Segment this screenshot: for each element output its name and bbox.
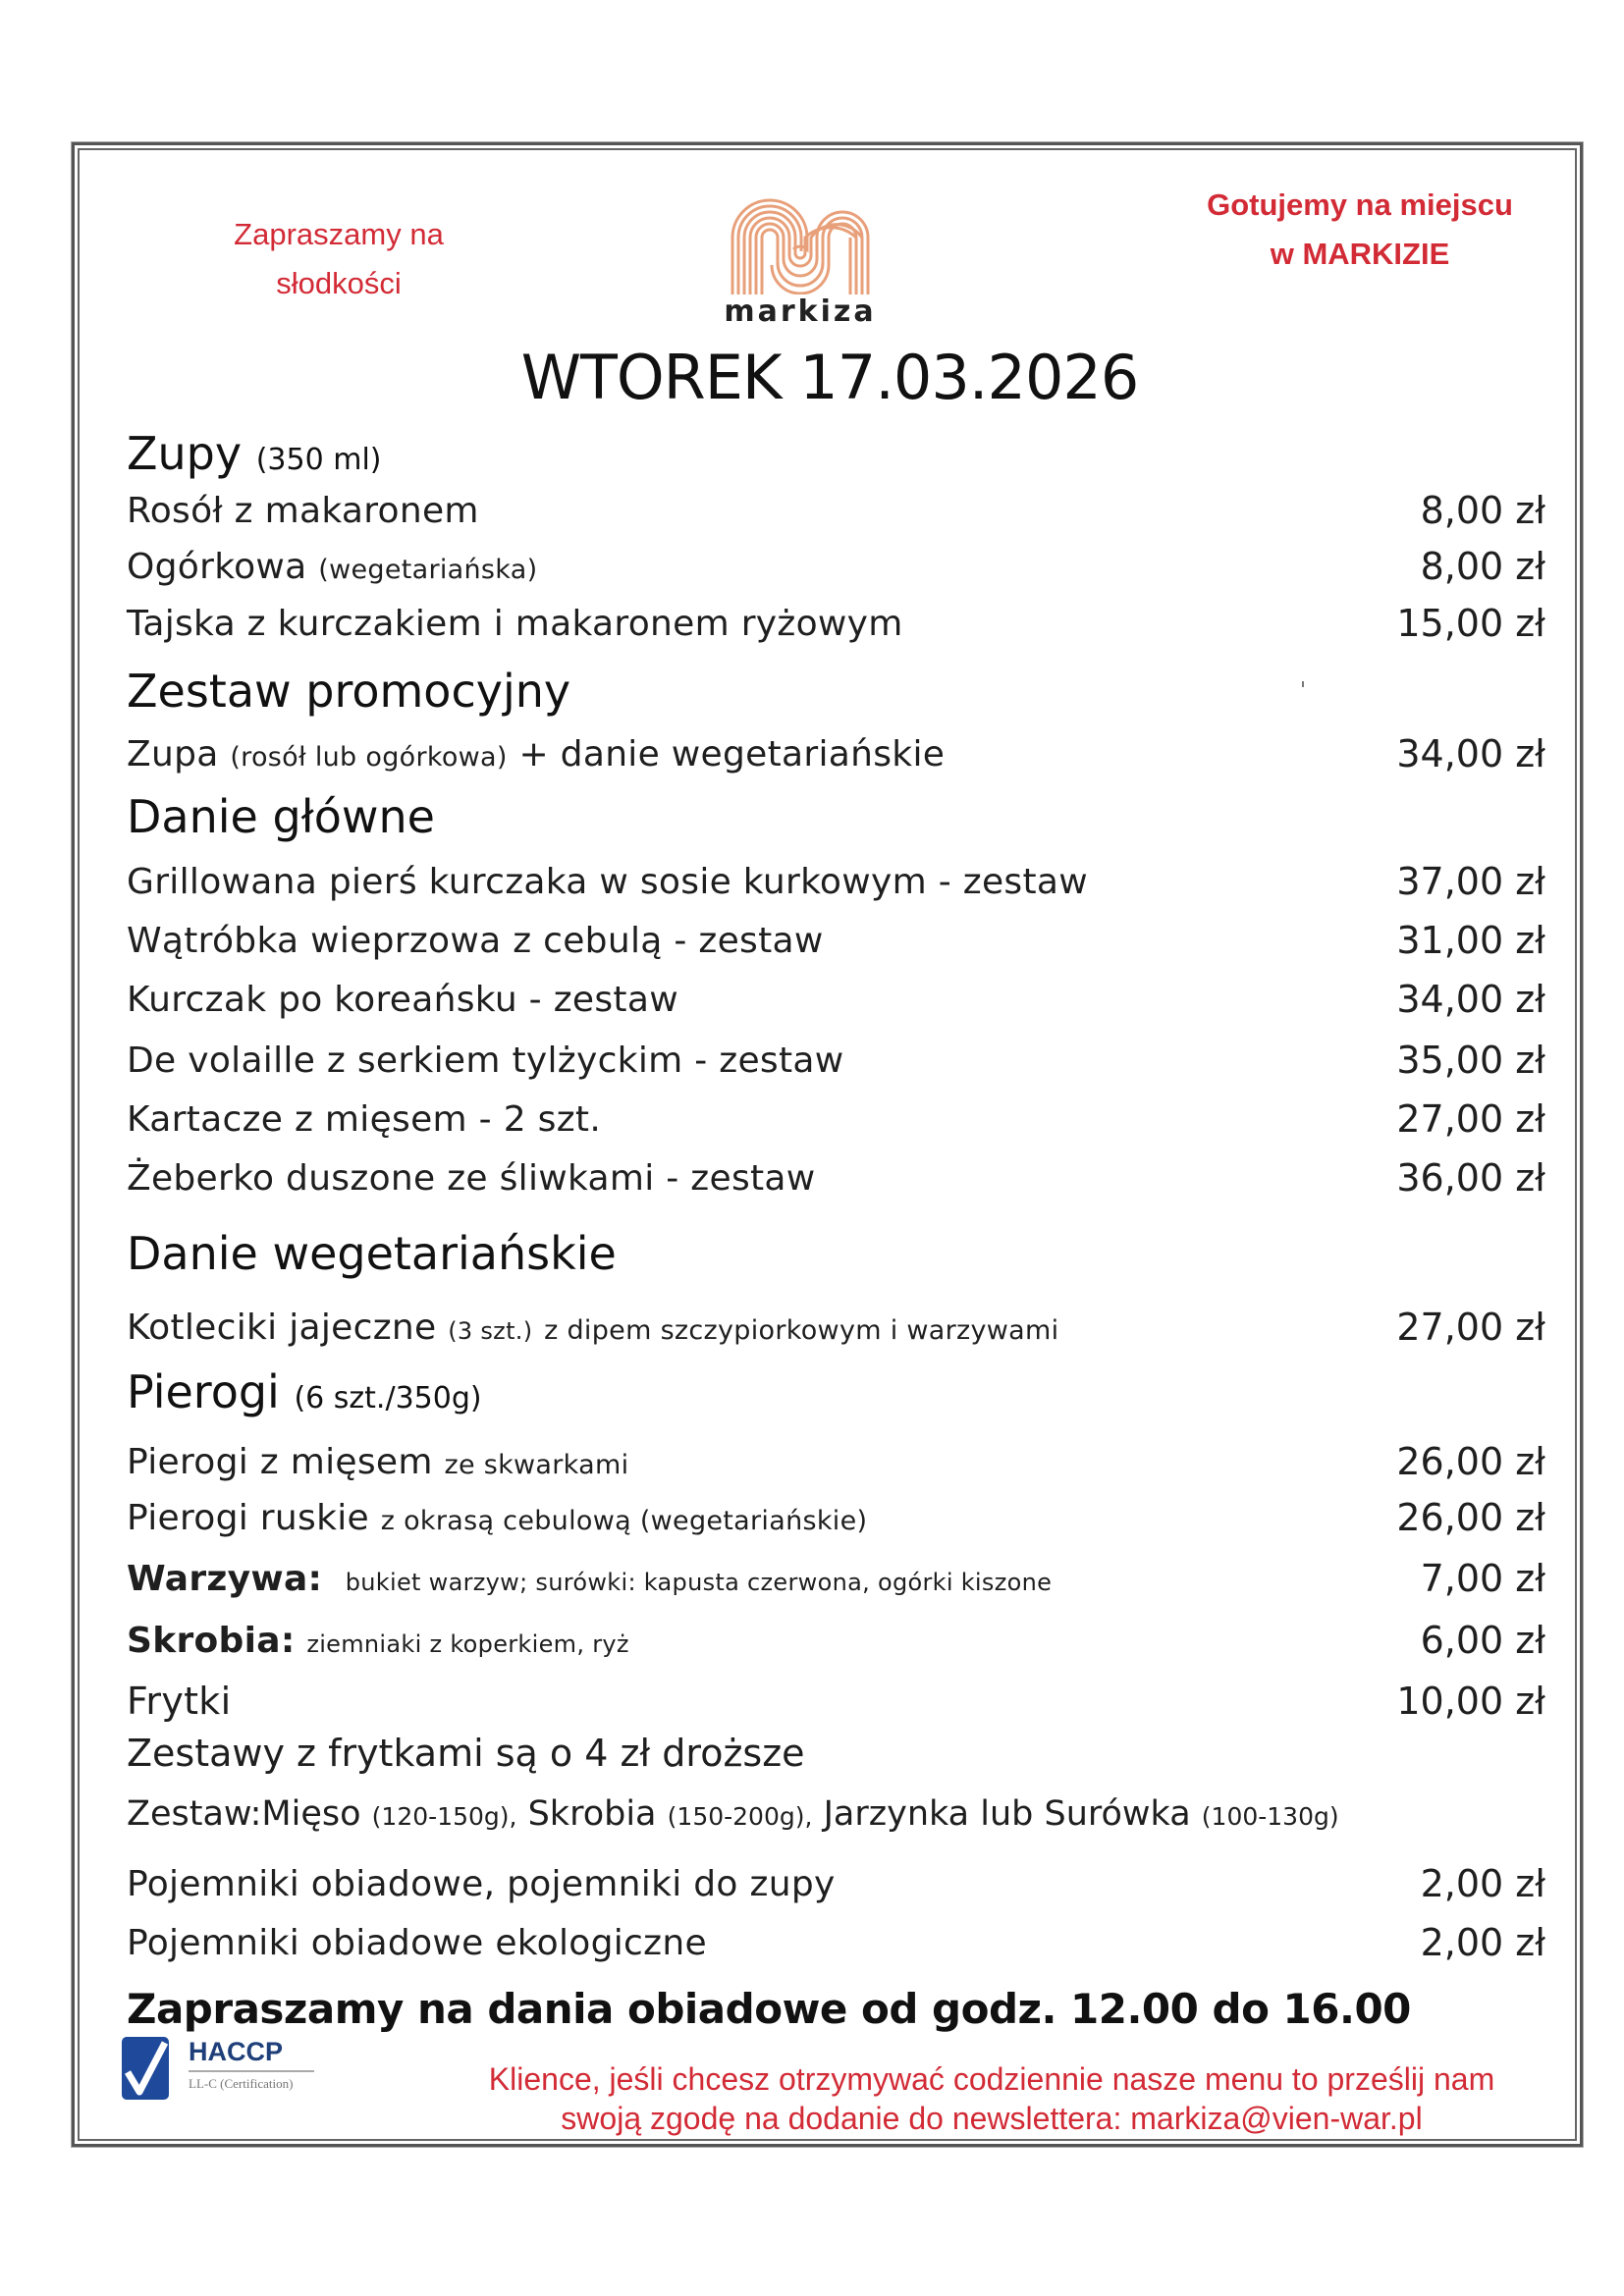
- item-note: z okrasą cebulową (wegetariańskie): [380, 1505, 868, 1536]
- section-heading-vegetarian: [127, 1227, 617, 1280]
- stray-mark: [1302, 681, 1304, 687]
- item-label: Skrobia:: [127, 1620, 296, 1661]
- soups-portion: (350 ml): [255, 443, 382, 477]
- menu-item: [127, 1617, 1545, 1664]
- item-name: [127, 734, 945, 774]
- menu-item: [127, 730, 1545, 777]
- item-price: 6,00 zł: [1420, 1619, 1545, 1662]
- item-price: 37,00 zł: [1396, 860, 1545, 903]
- item-price: 2,00 zł: [1420, 1862, 1545, 1905]
- item-name-suffix: + danie wegetariańskie: [518, 733, 946, 774]
- item-name-main: Kotleciki jajeczne: [127, 1307, 437, 1348]
- menu-item: [127, 1438, 1545, 1485]
- item-note: ze skwarkami: [444, 1449, 629, 1480]
- item-name: [127, 1442, 628, 1482]
- item-note: (wegetariańska): [318, 554, 538, 585]
- set-starch-weight: (150-200g),: [667, 1802, 813, 1831]
- haccp-divider: [189, 2070, 314, 2072]
- opening-hours-note: Zapraszamy na dania obiadowe od godz. 12.00 do 16.00: [127, 1985, 1411, 2033]
- item-name: [127, 1621, 629, 1661]
- section-heading-promo: [127, 665, 570, 718]
- item-name: [127, 1308, 1058, 1348]
- item-name: Grillowana pierś kurczaka w sosie kurkowym - zestaw: [127, 861, 1088, 902]
- sweets-invitation-note: [216, 210, 461, 308]
- menu-item: [127, 1037, 1545, 1084]
- menu-item: [127, 1154, 1545, 1201]
- markiza-m-logo-icon: [727, 190, 874, 294]
- menu-item: [127, 976, 1545, 1023]
- set-composition-note: [127, 1794, 1339, 1834]
- newsletter-note: [432, 2059, 1551, 2138]
- item-name: Kurczak po koreańsku - zestaw: [127, 979, 678, 1020]
- set-meat-weight: (120-150g),: [371, 1802, 517, 1831]
- menu-item: [127, 1494, 1545, 1541]
- newsletter-line-1: Klience, jeśli chcesz otrzymywać codziennie nasze menu to prześlij nam: [488, 2061, 1495, 2097]
- set-veg: Jarzynka lub Surówka: [823, 1794, 1191, 1834]
- section-heading-soups: [127, 427, 381, 480]
- menu-item: [127, 1095, 1545, 1143]
- haccp-label: HACCP: [189, 2037, 284, 2066]
- set-veg-weight: (100-130g): [1201, 1802, 1339, 1831]
- item-note: (rosół lub ogórkowa): [230, 741, 508, 773]
- brand-name: markiza: [724, 294, 877, 329]
- item-name: Pojemniki obiadowe ekologiczne: [127, 1922, 707, 1963]
- promo-title: Zestaw promocyjny: [127, 665, 571, 718]
- item-name: Kartacze z mięsem - 2 szt.: [127, 1098, 602, 1140]
- item-name-main: Zupa: [127, 733, 219, 774]
- item-note: ziemniaki z koperkiem, ryż: [306, 1629, 629, 1658]
- item-name: Pojemniki obiadowe, pojemniki do zupy: [127, 1863, 836, 1904]
- menu-item: [127, 543, 1545, 590]
- menu-item: [127, 1919, 1545, 1966]
- set-meat: Zestaw:Mięso: [127, 1794, 361, 1834]
- item-name: Żeberko duszone ze śliwkami - zestaw: [127, 1157, 816, 1199]
- item-price: 8,00 zł: [1420, 489, 1545, 532]
- pierogi-title: Pierogi: [127, 1365, 280, 1418]
- fries-surcharge-note: Zestawy z frytkami są o 4 zł droższe: [127, 1732, 805, 1775]
- menu-item: [127, 1678, 1545, 1725]
- item-price: 35,00 zł: [1396, 1039, 1545, 1082]
- sweets-note-line-1: Zapraszamy na: [234, 217, 444, 251]
- cooking-note-line-2: w MARKIZIE: [1270, 237, 1450, 271]
- item-price: 15,00 zł: [1396, 602, 1545, 645]
- item-name: [127, 1498, 867, 1538]
- item-price: 7,00 zł: [1420, 1557, 1545, 1600]
- item-price: 31,00 zł: [1396, 919, 1545, 962]
- section-heading-mains: [127, 790, 435, 843]
- cooking-note-line-1: Gotujemy na miejscu: [1207, 187, 1513, 222]
- item-label: Warzywa:: [127, 1558, 323, 1599]
- item-price: 34,00 zł: [1396, 732, 1545, 775]
- cooking-onsite-note: [1173, 181, 1546, 279]
- page-title: WTOREK 17.03.2026: [520, 342, 1139, 413]
- item-note: (3 szt.): [448, 1316, 533, 1345]
- item-name: [127, 1559, 1052, 1599]
- item-name: Wątróbka wieprzowa z cebulą - zestaw: [127, 920, 824, 961]
- item-price: 8,00 zł: [1420, 545, 1545, 588]
- menu-item: [127, 1555, 1545, 1602]
- item-name: [127, 547, 537, 587]
- item-price: 36,00 zł: [1396, 1156, 1545, 1200]
- menu-item: [127, 487, 1545, 534]
- vegetarian-title: Danie wegetariańskie: [127, 1227, 617, 1280]
- menu-item: [127, 917, 1545, 964]
- item-name-main: Ogórkowa: [127, 546, 307, 587]
- item-price: 2,00 zł: [1420, 1921, 1545, 1964]
- item-name-main: Pierogi z mięsem: [127, 1441, 433, 1482]
- item-price: 26,00 zł: [1396, 1496, 1545, 1539]
- item-name-suffix: z dipem szczypiorkowym i warzywami: [544, 1314, 1059, 1346]
- item-price: 27,00 zł: [1396, 1097, 1545, 1141]
- menu-item: [127, 858, 1545, 905]
- item-price: 27,00 zł: [1396, 1306, 1545, 1349]
- newsletter-line-2[interactable]: swoją zgodę na dodanie do newslettera: markiza@vien-war.pl: [561, 2101, 1423, 2136]
- item-note: bukiet warzyw; surówki: kapusta czerwona, ogórki kiszone: [345, 1568, 1053, 1596]
- set-starch: Skrobia: [527, 1794, 657, 1834]
- item-price: 34,00 zł: [1396, 978, 1545, 1021]
- menu-item: [127, 600, 1545, 647]
- item-name-main: Pierogi ruskie: [127, 1497, 369, 1538]
- sweets-note-line-2: słodkości: [276, 266, 402, 300]
- item-name: Rosół z makaronem: [127, 490, 479, 531]
- item-price: 10,00 zł: [1396, 1680, 1545, 1723]
- checkmark-icon: [122, 2037, 169, 2100]
- item-name: De volaille z serkiem tylżyckim - zestaw: [127, 1040, 844, 1081]
- item-name: Frytki: [127, 1680, 232, 1723]
- section-heading-pierogi: [127, 1365, 482, 1418]
- item-name: Tajska z kurczakiem i makaronem ryżowym: [127, 603, 903, 644]
- haccp-cert-text: LL-C (Certification): [189, 2076, 294, 2091]
- mains-title: Danie główne: [127, 790, 435, 843]
- menu-item: [127, 1860, 1545, 1907]
- menu-item: [127, 1304, 1545, 1351]
- pierogi-portion: (6 szt./350g): [294, 1381, 482, 1415]
- item-price: 26,00 zł: [1396, 1440, 1545, 1483]
- haccp-certificate: [122, 2037, 318, 2106]
- soups-title: Zupy: [127, 427, 243, 480]
